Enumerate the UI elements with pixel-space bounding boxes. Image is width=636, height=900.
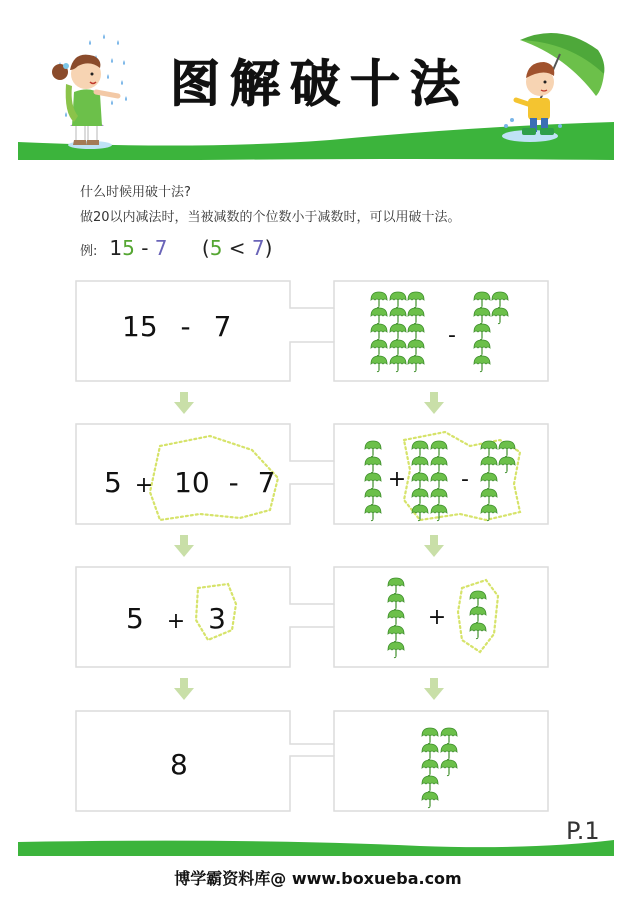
step3-plus: + [166,609,186,634]
step1-minuend: 15 [122,310,158,343]
step4-result: 8 [170,748,188,781]
compare-operator: < [228,236,246,260]
footer-watermark: 博学霸资料库@ www.boxueba.com [174,869,462,888]
umbrella-plus-3: + [427,605,447,630]
intro-rule: 做20以内减法时，当被减数的个位数小于减数时，可以用破十法。 [80,210,461,225]
example-line [80,236,272,266]
page-title: 图解破十法 [170,55,470,113]
step2-ten: 10 [174,466,210,499]
umbrella-minus-1: - [448,323,456,348]
compare-close: ) [264,236,273,260]
example-tens-digit: 1 [109,236,123,260]
example-subtrahend: 7 [154,236,168,260]
umbrella-minus-2: - [461,467,469,492]
step2-expression [104,466,275,499]
girl-illustration [52,55,118,149]
example-ones-digit: 5 [122,236,135,260]
step2-subtrahend: 7 [257,466,276,499]
step2-plus: + [134,473,154,498]
step3-ones: 5 [126,602,144,635]
example-minus: - [141,236,149,260]
intro-question: 什么时候用破十法? [80,185,191,200]
step3-difference: 3 [208,602,226,635]
compare-left: 5 [209,236,223,260]
bottom-grass [18,840,614,856]
compare-right: 7 [251,236,265,260]
step1-subtrahend: 7 [213,310,232,343]
compare-open: ( [201,236,210,260]
umbrella-plus-2: + [387,467,407,492]
step3-expression [126,602,226,635]
step2-minus: - [228,466,239,499]
page-number: P.1 [566,817,600,845]
example-label: 例: [80,244,98,259]
step2-ones: 5 [104,466,122,499]
step1-expression [122,310,231,343]
step1-operator: - [180,310,191,343]
